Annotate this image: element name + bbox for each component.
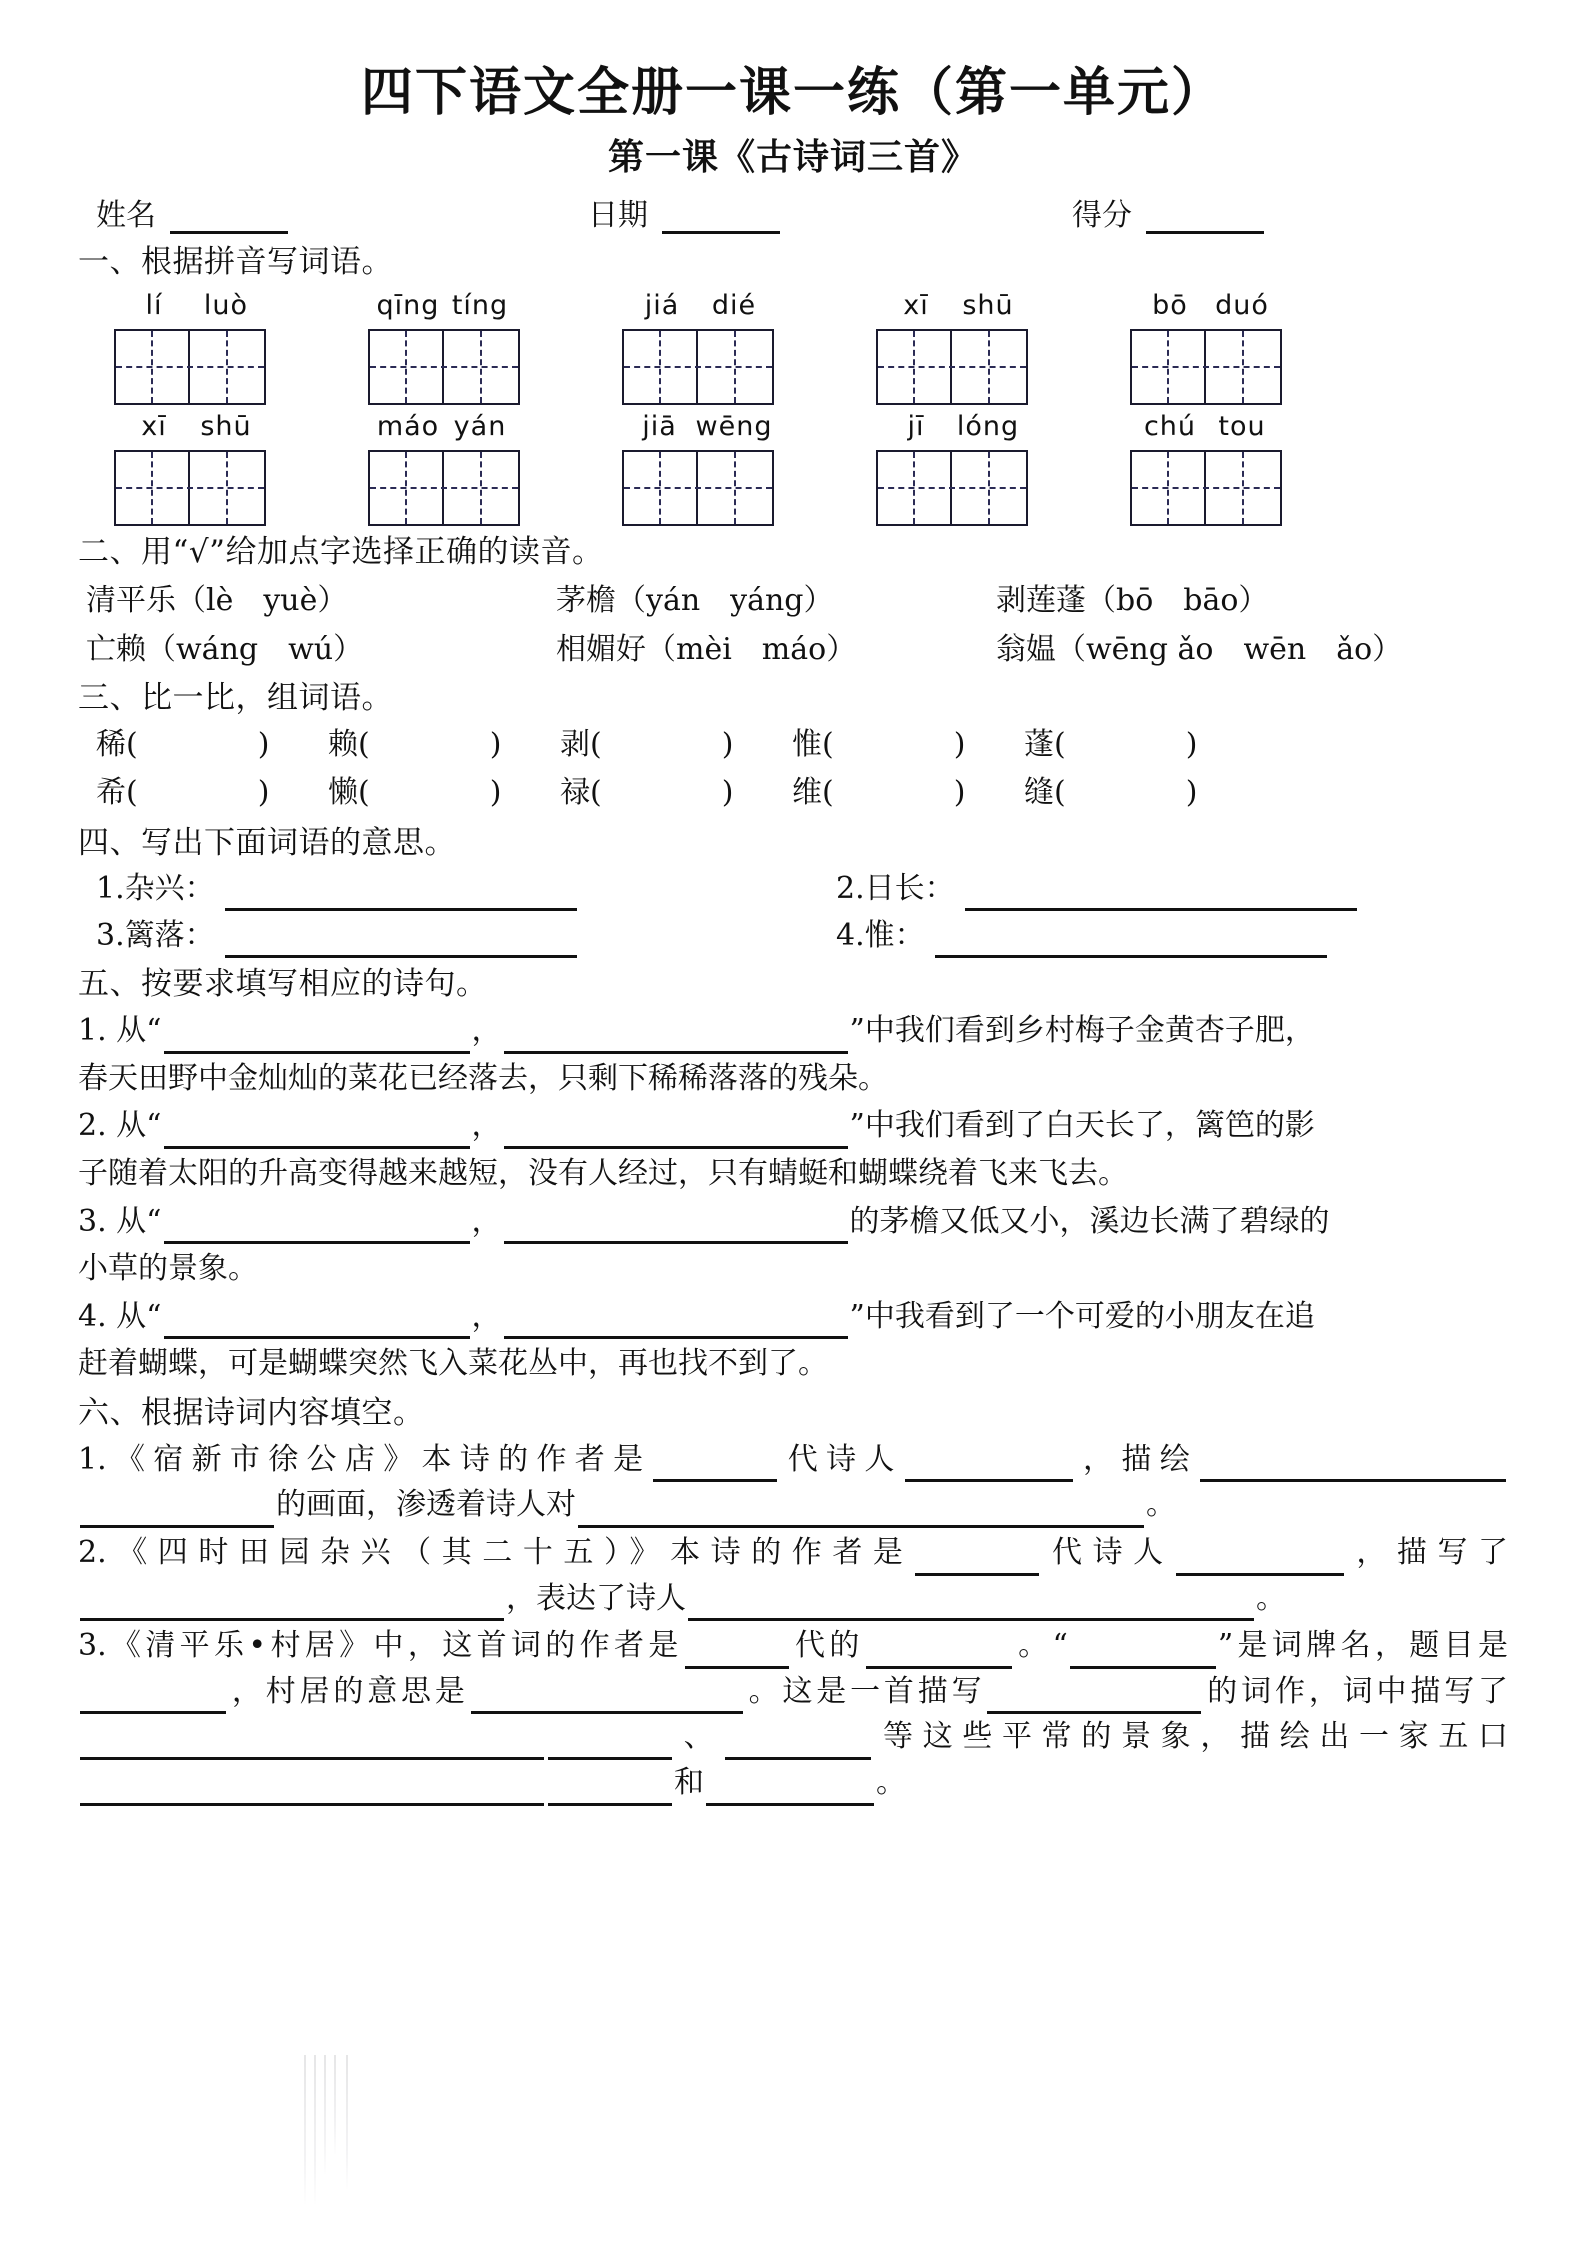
pinyin-syllable: duó (1215, 289, 1269, 321)
poem-blank[interactable] (504, 1122, 848, 1149)
tianzige-box[interactable] (622, 329, 774, 405)
pinyin-syllable: jiá (644, 289, 680, 321)
pinyin-syllable: bō (1152, 289, 1188, 321)
name-label: 姓名 (96, 198, 156, 233)
section-5-question-4 (78, 1294, 1508, 1340)
tianzige-box[interactable] (114, 450, 266, 526)
question-text: 。 (876, 1764, 906, 1800)
pinyin-cell (846, 290, 1058, 405)
pinyin-text (846, 290, 1058, 321)
pronunciation-choice-item[interactable]: 亡赖（wáng wú） (86, 631, 364, 667)
meaning-answer-blank[interactable] (225, 929, 577, 958)
pinyin-syllable: qīng (376, 289, 440, 321)
poem-blank[interactable] (504, 1217, 848, 1244)
question-separator: ， (471, 1203, 502, 1239)
answer-blank[interactable] (80, 1733, 544, 1760)
question-text: 代诗人 (779, 1441, 903, 1477)
section-6-question-3 (78, 1623, 1508, 1805)
question-separator: ， (471, 1108, 502, 1144)
meaning-number: 3. (96, 918, 125, 954)
compare-char: 缝 (1024, 775, 1054, 811)
compare-char: 稀 (96, 726, 126, 762)
question-text: ”是词牌 (1217, 1628, 1341, 1664)
date-input-blank[interactable] (662, 205, 780, 234)
pinyin-syllable: lí (145, 289, 163, 321)
pinyin-syllable: chú (1143, 410, 1197, 442)
pinyin-syllable: shū (200, 410, 252, 442)
spacer (780, 190, 1072, 234)
question-text: 。“ (1013, 1628, 1068, 1664)
compare-char: 赖 (328, 726, 358, 762)
pinyin-cell (84, 411, 296, 526)
tianzige-box[interactable] (876, 450, 1028, 526)
question-lead: 3. 从“ (78, 1203, 162, 1239)
question-text: 、 (674, 1719, 724, 1755)
pinyin-syllable: xī (903, 289, 929, 321)
compare-char: 剥 (560, 726, 590, 762)
answer-blank[interactable] (987, 1687, 1201, 1714)
tianzige-box[interactable] (114, 329, 266, 405)
question-text: 和 (674, 1764, 704, 1800)
meaning-word: 惟： (864, 918, 925, 954)
pinyin-row-2 (78, 411, 1508, 526)
pinyin-cell (592, 290, 804, 405)
question-text: 2.《四时田园杂兴（其二十五）》本诗的作者是 (78, 1535, 914, 1570)
compare-word-item[interactable]: 惟( ) (792, 726, 966, 762)
question-text: 代诗人 (1041, 1535, 1174, 1570)
question-text: 绘出一家五口 (1279, 1719, 1509, 1755)
section-3-row-1 (78, 722, 1508, 769)
pinyin-syllable: shū (962, 289, 1014, 321)
pinyin-syllable: dié (711, 289, 757, 321)
tianzige-box[interactable] (368, 329, 520, 405)
question-text: ，表达了诗人 (506, 1580, 686, 1616)
pinyin-syllable: jiā (642, 410, 677, 442)
meaning-item[interactable] (836, 913, 1327, 958)
poem-blank[interactable] (164, 1027, 470, 1054)
answer-blank[interactable] (80, 1594, 504, 1621)
question-text: 3.《清平乐•村居》中，这首词的作者是 (78, 1628, 683, 1664)
date-field-group[interactable] (588, 190, 780, 234)
pinyin-cell (592, 411, 804, 526)
section-2-row-1 (78, 578, 1508, 623)
score-input-blank[interactable] (1146, 205, 1264, 234)
question-text: 。这是一首描写 (744, 1673, 986, 1709)
section-5-question-1 (78, 1008, 1508, 1054)
pinyin-syllable: luò (203, 289, 249, 321)
section-4-heading: 四、写出下面词语的意思。 (78, 824, 456, 861)
student-meta-row (78, 190, 1508, 234)
meaning-number: 1. (96, 871, 125, 907)
poem-blank[interactable] (164, 1122, 470, 1149)
pronunciation-choice-item[interactable]: 清平乐（lè yuè） (86, 582, 348, 618)
pinyin-cell (338, 411, 550, 526)
pinyin-syllable: wēng (695, 410, 773, 442)
tianzige-box[interactable] (876, 329, 1028, 405)
compare-char: 蓬 (1024, 726, 1054, 762)
poem-blank[interactable] (164, 1217, 470, 1244)
poem-blank[interactable] (504, 1312, 848, 1339)
pinyin-row-1 (78, 290, 1508, 405)
pinyin-cell (846, 411, 1058, 526)
pinyin-syllable: tíng (451, 289, 509, 321)
answer-blank[interactable] (688, 1594, 1254, 1621)
pinyin-text (84, 290, 296, 321)
answer-blank[interactable] (1176, 1549, 1344, 1576)
answer-blank[interactable] (80, 1687, 226, 1714)
name-input-blank[interactable] (170, 205, 288, 234)
compare-word-item[interactable]: 维( ) (792, 775, 966, 811)
compare-char: 禄 (560, 775, 590, 811)
section-6-question-2 (78, 1530, 1508, 1621)
section-5-question-4-line2: 赶着蝴蝶，可是蝴蝶突然飞入菜花丛中，再也找不到了。 (78, 1346, 828, 1382)
section-5-question-3-line2: 小草的景象。 (78, 1251, 258, 1287)
section-5-question-2-line2: 子随着太阳的升高变得越来越短，没有人经过，只有蜻蜓和蝴蝶绕着飞来飞去。 (78, 1156, 1128, 1191)
answer-blank[interactable] (578, 1501, 1144, 1528)
section-6-heading: 六、根据诗词内容填空。 (78, 1394, 425, 1431)
compare-char: 维 (792, 775, 822, 811)
pinyin-syllable: yán (453, 410, 507, 442)
scan-streak-artifact (300, 2055, 380, 2205)
meaning-item[interactable] (96, 913, 836, 958)
question-tail: 的茅檐又低又小，溪边长满了碧绿的 (849, 1203, 1330, 1239)
pronunciation-choice-item[interactable]: 相媚好（mèi máo） (556, 631, 857, 667)
question-lead: 1. 从“ (78, 1013, 162, 1049)
question-tail: ”中我看到了一个可爱的小朋友在追 (849, 1298, 1315, 1334)
question-text: 名，题目是 (1340, 1628, 1509, 1664)
answer-blank[interactable] (866, 1642, 1012, 1669)
question-tail: ”中我们看到乡村梅子金黄杏子肥， (849, 1013, 1315, 1049)
tianzige-box[interactable] (1130, 329, 1282, 405)
pinyin-text (1100, 411, 1312, 442)
score-field-group[interactable] (1072, 190, 1264, 234)
section-4-row-1 (78, 866, 1508, 911)
section-2-heading: 二、用“√”给加点字选择正确的读音。 (78, 533, 604, 570)
answer-blank[interactable] (80, 1501, 274, 1528)
pinyin-text (84, 411, 296, 442)
meaning-item[interactable] (836, 866, 1357, 911)
meaning-word: 篱落： (124, 918, 215, 954)
compare-word-item[interactable]: 稀( ) (96, 726, 270, 762)
spacer (288, 190, 588, 234)
pinyin-text (592, 411, 804, 442)
pinyin-cell (338, 290, 550, 405)
pinyin-syllable: tou (1218, 410, 1266, 442)
question-text: 。 (1146, 1487, 1176, 1523)
answer-blank[interactable] (548, 1779, 672, 1806)
answer-blank[interactable] (905, 1455, 1073, 1482)
question-text: 的画面，渗透着诗人对 (276, 1487, 576, 1523)
section-1-heading: 一、根据拼音写词语。 (78, 244, 393, 280)
tianzige-box[interactable] (368, 450, 520, 526)
pinyin-text (338, 411, 550, 442)
pinyin-cell (1100, 290, 1312, 405)
answer-blank[interactable] (685, 1642, 789, 1669)
meaning-item[interactable] (96, 866, 836, 911)
meaning-word: 日长： (864, 871, 955, 907)
answer-blank[interactable] (725, 1733, 871, 1760)
tianzige-box[interactable] (1130, 450, 1282, 526)
section-6-question-1 (78, 1437, 1508, 1528)
compare-word-item[interactable]: 缝( ) (1024, 775, 1198, 811)
compare-word-item[interactable]: 希( ) (96, 775, 270, 811)
pronunciation-choice-item[interactable]: 茅檐（yán yáng） (556, 582, 834, 618)
answer-blank[interactable] (548, 1733, 672, 1760)
pinyin-cell (1100, 411, 1312, 526)
poem-blank[interactable] (504, 1027, 848, 1054)
meaning-answer-blank[interactable] (965, 882, 1357, 911)
question-text: 代的 (790, 1628, 864, 1664)
meaning-number: 4. (836, 918, 865, 954)
question-text: ，村居的意思是 (228, 1673, 469, 1709)
compare-word-item[interactable]: 懒( ) (328, 775, 502, 811)
question-lead: 2. 从“ (78, 1108, 162, 1144)
pronunciation-choice-item[interactable]: 剥莲蓬（bō bāo） (996, 582, 1269, 618)
pinyin-text (592, 290, 804, 321)
section-5-heading: 五、按要求填写相应的诗句。 (78, 966, 488, 1003)
answer-blank[interactable] (471, 1687, 743, 1714)
section-3-heading: 三、比一比，组词语。 (78, 679, 393, 716)
pronunciation-choice-item[interactable]: 翁媪（wēng ǎo wēn ǎo） (996, 631, 1403, 667)
section-3-row-2 (78, 770, 1508, 817)
question-text: ，描写了 (1345, 1535, 1509, 1570)
pinyin-syllable: lóng (956, 410, 1020, 442)
compare-char: 懒 (328, 775, 358, 811)
meaning-number: 2. (836, 871, 865, 907)
answer-blank[interactable] (1070, 1642, 1216, 1669)
pinyin-syllable: xī (141, 410, 167, 442)
section-5-question-1-line2: 春天田野中金灿灿的菜花已经落去，只剩下稀稀落落的残朵。 (78, 1060, 888, 1096)
tianzige-box[interactable] (622, 450, 774, 526)
meaning-answer-blank[interactable] (225, 882, 577, 911)
answer-blank[interactable] (706, 1779, 874, 1806)
compare-word-item[interactable]: 赖( ) (328, 726, 502, 762)
question-separator: ， (471, 1298, 502, 1334)
section-2-row-2 (78, 627, 1508, 672)
compare-char: 希 (96, 775, 126, 811)
section-5-question-2 (78, 1103, 1508, 1149)
question-text: 等这些平常的景象，描 (873, 1719, 1280, 1755)
meaning-word: 杂兴： (124, 871, 215, 907)
pinyin-syllable: máo (376, 410, 440, 442)
page-title: 四下语文全册一课一练（第一单元） (360, 62, 1225, 123)
pinyin-cell (84, 290, 296, 405)
meaning-answer-blank[interactable] (935, 929, 1327, 958)
poem-blank[interactable] (164, 1312, 470, 1339)
compare-char: 惟 (792, 726, 822, 762)
pinyin-text (1100, 290, 1312, 321)
question-separator: ， (471, 1013, 502, 1049)
question-tail: ”中我们看到了白天长了，篱笆的影 (849, 1108, 1315, 1144)
question-text: 的词作，词中描写了 (1203, 1673, 1509, 1709)
answer-blank[interactable] (915, 1549, 1039, 1576)
score-label: 得分 (1072, 198, 1132, 233)
page-subtitle: 第一课《古诗词三首》 (607, 136, 978, 178)
pinyin-syllable: jī (907, 410, 925, 442)
pinyin-text (846, 411, 1058, 442)
compare-word-item[interactable]: 禄( ) (560, 775, 734, 811)
answer-blank[interactable] (653, 1455, 777, 1482)
question-text: 1.《宿新市徐公店》本诗的作者是 (78, 1441, 652, 1477)
question-text: ，描绘 (1074, 1441, 1199, 1477)
name-field-group[interactable] (96, 190, 288, 234)
section-5-question-3 (78, 1199, 1508, 1245)
question-lead: 4. 从“ (78, 1298, 162, 1334)
compare-word-item[interactable]: 剥( ) (560, 726, 734, 762)
answer-blank[interactable] (1200, 1455, 1506, 1482)
date-label: 日期 (588, 198, 648, 233)
pinyin-text (338, 290, 550, 321)
answer-blank[interactable] (80, 1779, 544, 1806)
section-4-row-2 (78, 913, 1508, 958)
compare-word-item[interactable]: 蓬( ) (1024, 726, 1198, 762)
question-text: 。 (1256, 1580, 1286, 1616)
